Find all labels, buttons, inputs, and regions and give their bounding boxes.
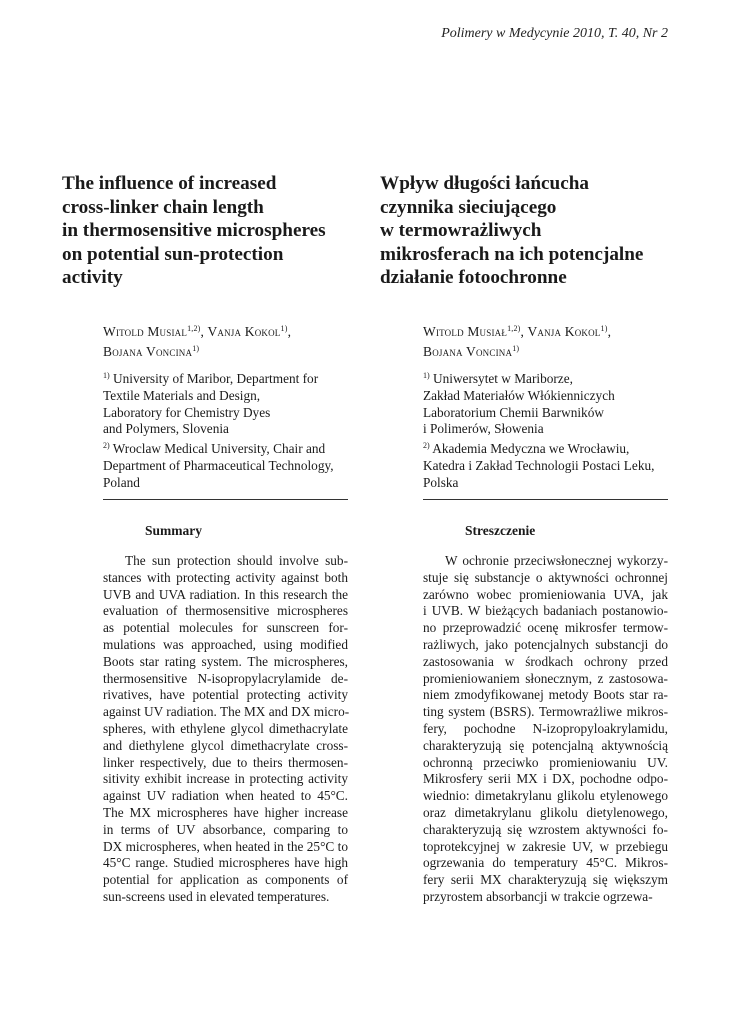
polish-summary-body [423, 553, 668, 906]
affiliation-text: Uniwersytet w Mariborze, [429, 371, 573, 386]
body-line: against UV radiation when heated to 45°C. [103, 788, 348, 804]
body-line: and diethylene glycol dimethacrylate cross- [103, 737, 348, 753]
affiliation-line [423, 388, 683, 405]
author-name: Witold Musiał [423, 324, 508, 339]
english-summary-body [103, 553, 348, 906]
title-line: działanie fotoochronne [380, 267, 567, 288]
author-name: Bojana Voncina [103, 344, 193, 359]
affiliation-line [103, 421, 363, 438]
body-line: sitivity exhibit increase in protecting activity [103, 771, 348, 787]
author-name: Vanja Kokol [527, 324, 601, 339]
body-line: as potential molecules for sunscreen for- [103, 620, 348, 636]
body-line: ochronną przeciwko promieniowaniu UV. [423, 754, 668, 770]
body-line: fery, pochodne N-izopropyloakrylamidu, [423, 720, 668, 736]
author-name: Bojana Voncina [423, 344, 513, 359]
author-affiliation-mark: 1,2) [507, 324, 521, 333]
affiliation-text: Department of Pharmaceutical Technology, [103, 457, 334, 473]
body-line: charakteryzują się potencjalną aktywnością [423, 737, 668, 753]
body-line: against UV radiation. The MX and DX micro- [103, 704, 350, 720]
body-line: 45°C range. Studied microspheres have high [103, 855, 348, 871]
body-line: toprotekcyjnej w zakresie UV, w przebiegu [423, 838, 668, 854]
author-affiliation-mark: 1) [512, 344, 520, 353]
body-line: The sun protection should involve sub- [125, 553, 348, 568]
author-affiliation-mark: 1,2) [187, 324, 201, 333]
body-line: UVB and UVA radiation. In this research the [103, 586, 348, 602]
body-line: sun-screens used in elevated temperatures. [103, 888, 330, 904]
affiliation-line [103, 368, 363, 388]
polish-affiliations [423, 368, 683, 492]
body-line: niem zmodyfikowanej metody Boots star ra- [423, 687, 668, 703]
affiliation-mark: 1) [103, 371, 110, 380]
affiliation-line [103, 475, 363, 492]
affiliation-line [423, 475, 683, 492]
affiliation-text: Akademia Medyczna we Wrocławiu, [429, 441, 630, 457]
divider [423, 499, 668, 500]
affiliation-mark: 2) [103, 441, 110, 451]
author-separator: , [200, 324, 208, 339]
streszczenie-heading: Streszczenie [465, 523, 536, 538]
affiliation-line [103, 405, 363, 422]
affiliation-text: Katedra i Zakład Technologii Postaci Leku, [423, 457, 655, 473]
body-line: stuje się substancje o aktywności ochronnej [423, 569, 668, 585]
body-line: Mikrosfery serii MX i DX, pochodne odpo- [423, 771, 668, 787]
affiliation-text: Wroclaw Medical University, Chair and [109, 441, 326, 457]
body-line: W ochronie przeciwsłonecznej wykorzy- [445, 553, 668, 568]
title-line: activity [62, 267, 123, 288]
title-line: The influence of increased [62, 173, 277, 194]
title-line: w termowrażliwych [380, 220, 542, 241]
body-line: ting system (BSRS). Termowrażliwe mikros- [423, 704, 668, 720]
body-line: przyrostem absorbancji w trakcie ogrzewa- [423, 888, 653, 904]
affiliation-line [423, 405, 683, 422]
body-line: DX microspheres, when heated in the 25°C to [103, 838, 348, 854]
body-line: The MX microspheres have higher increase [103, 804, 348, 820]
affiliation-text: Zakład Materiałów Włókienniczych [423, 387, 615, 403]
author-separator: , [287, 324, 292, 339]
affiliation-text: and Polymers, Slovenia [103, 421, 229, 437]
affiliation-line [423, 438, 683, 458]
affiliation-text: Poland [103, 474, 140, 490]
title-line: Wpływ długości łańcucha [380, 173, 589, 194]
affiliation-line [423, 368, 683, 388]
affiliation-line [423, 421, 683, 438]
body-line: evaluation of thermosensitive microspheres [103, 603, 348, 619]
affiliation-line [103, 438, 363, 458]
body-line: Boots star rating system. The microspheres, [103, 653, 348, 669]
title-line: czynnika sieciującego [380, 196, 557, 218]
body-line: i UVB. W bieżących badaniach postanowio- [423, 603, 668, 619]
affiliation-line [103, 388, 363, 405]
body-line: wiednio: dimetakrylanu glikolu etylenowego [423, 788, 668, 804]
journal-header: Polimery w Medycynie 2010, T. 40, Nr 2 [441, 26, 668, 41]
body-line: oraz dimetakrylanu glikolu dietylenowego, [423, 804, 668, 820]
affiliation-line [103, 458, 363, 475]
body-line: linker respectively, due to theirs thermosen- [103, 754, 348, 770]
body-line: in terms of UV absorbance, comparing to [103, 821, 348, 837]
affiliation-text: Laboratory for Chemistry Dyes [103, 404, 271, 420]
polish-title [380, 172, 700, 290]
body-line: no przeprowadzić ocenę mikrosfer termow- [423, 620, 668, 636]
author-affiliation-mark: 1) [192, 344, 200, 353]
title-line: on potential sun-protection [62, 243, 284, 265]
author-separator: , [607, 324, 612, 339]
affiliation-mark: 1) [423, 371, 430, 380]
author-affiliation-mark: 1) [600, 324, 608, 333]
body-line: thermosensitive N-isopropylacrylamide de- [103, 670, 348, 686]
body-line: mulations was approached, using modified [103, 636, 348, 652]
body-line: zastosowania w środkach ochrony przed [423, 653, 668, 669]
divider [103, 499, 348, 500]
body-line: potential for application as components of [103, 872, 348, 888]
title-line: in thermosensitive microspheres [62, 220, 326, 241]
english-authors [103, 320, 363, 360]
affiliation-text: University of Maribor, Department for [109, 371, 319, 386]
author-name: Witold Musial [103, 324, 188, 339]
title-line: mikrosferach na ich potencjalne [380, 243, 644, 265]
affiliation-mark: 2) [423, 441, 430, 451]
body-line: ogrzewania do temperatury 45°C. Mikros- [423, 855, 668, 871]
body-line: stances with protecting activity against both [103, 569, 348, 585]
author-name: Vanja Kokol [207, 324, 281, 339]
affiliation-line [423, 458, 683, 475]
affiliation-text: i Polimerów, Słowenia [423, 421, 544, 437]
english-affiliations [103, 368, 363, 492]
body-line: rivatives, have potential protecting activity [103, 687, 348, 703]
author-separator: , [520, 324, 528, 339]
polish-authors [423, 320, 683, 360]
title-line: cross-linker chain length [62, 196, 264, 218]
body-line: charakteryzują się wzrostem aktywności fo- [423, 821, 668, 837]
english-title [62, 172, 362, 290]
body-line: promieniowaniem słonecznym, z zastosowa- [423, 670, 668, 686]
affiliation-text: Laboratorium Chemii Barwników [423, 404, 604, 420]
body-line: rażliwych, jako potencjalnych substancji do [423, 636, 668, 652]
author-affiliation-mark: 1) [280, 324, 288, 333]
affiliation-text: Textile Materials and Design, [103, 387, 261, 403]
affiliation-text: Polska [423, 474, 459, 490]
summary-heading: Summary [145, 523, 202, 538]
body-line: zarówno wobec promieniowania UVA, jak [423, 586, 668, 602]
body-line: fery serii MX charakteryzują się większym [423, 872, 668, 888]
body-line: spheres, with ethylene glycol dimethacrylate [103, 720, 348, 736]
